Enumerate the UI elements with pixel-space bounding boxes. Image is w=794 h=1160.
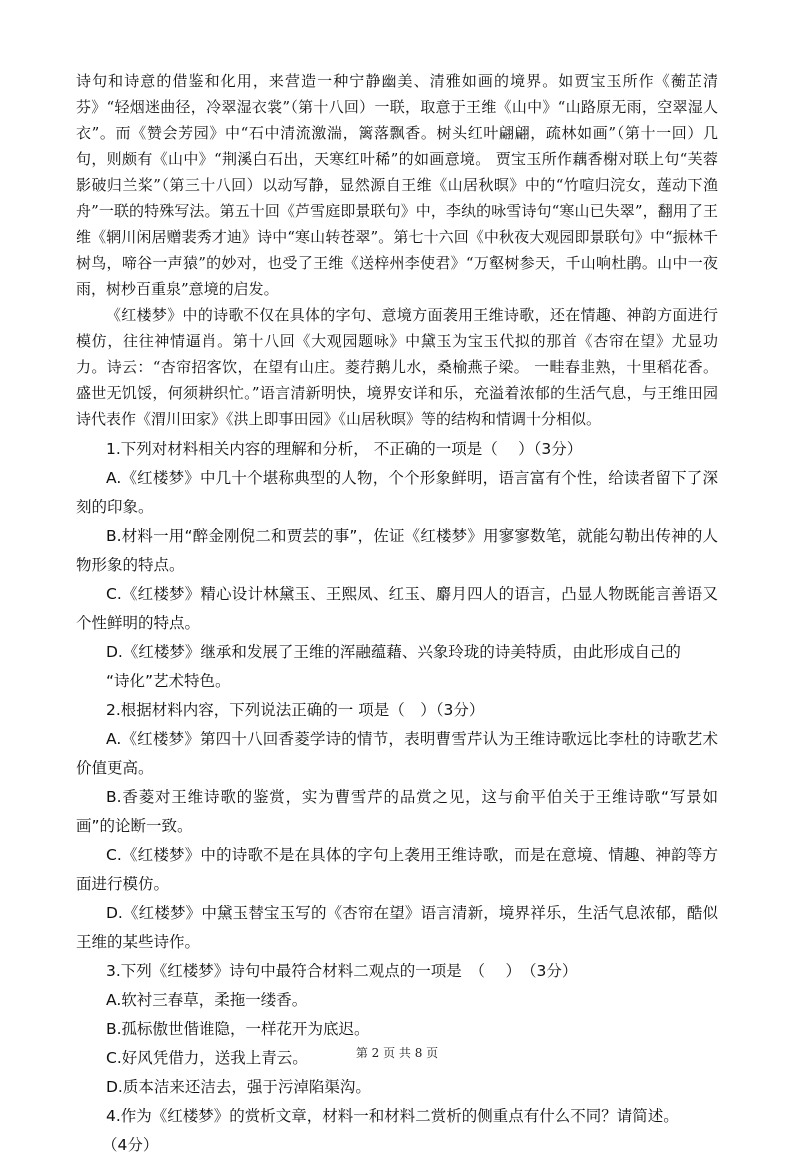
question-1-stem: 1.下列对材料相关内容的理解和分析， 不正确的一项是（ ）（3分） (106, 440, 583, 458)
question-1-option-d: D.《红楼梦》继承和发展了王维的浑融蕴藉、兴象玲珑的诗美特质，由此形成自己的 (106, 643, 681, 661)
question-2-option-d: D.《红楼梦》中黛玉替宝玉写的《杏帘在望》语言清新，境界祥乐，生活气息浓郁，酷似王维的某些诗作。 (76, 904, 718, 951)
question-3-option-a: A.软衬三春草，柔拖一缕香。 (106, 991, 308, 1009)
question-3 (76, 957, 718, 1102)
passage-paragraph-2: 《红楼梦》中的诗歌不仅在具体的字句、意境方面袭用王维诗歌，还在情趣、神韵方面进行模仿，往往神情逼肖。第十八回《大观园题咏》中黛玉为宝玉代拟的那首《杏帘在望》尤显功力。诗云：“杏帘招客饮，在望有山庄。菱荇鹅儿水，桑榆燕子梁。 一畦春韭熟，十里稻花香。盛世无饥馁，何须耕织忙。”语言清新明快，境界安详和乐，充溢着浓郁的生活气息，与王维田园诗代表作《渭川田家》《洪上即事田园》《山居秋暝》等的结构和情调十分相似。 (76, 306, 718, 428)
question-1-option-b: B.材料一用“醉金刚倪二和贾芸的事”，佐证《红楼梦》用寥寥数笔，就能勾勒出传神的人物形象的特点。 (76, 527, 718, 574)
question-4-score: （4分） (102, 1136, 159, 1154)
passage-paragraph-1: 诗句和诗意的借鉴和化用，来营造一种宁静幽美、清雅如画的境界。如贾宝玉所作《蘅芷清芬》“轻烟迷曲径，冷翠湿衣裳”（第十八回）一联，取意于王维《山中》“山路原无雨，空翠湿人衣”。而《赞会芳园》中“石中清流激湍，篱落飘香。树头红叶翩翩，疏林如画”（第十一回）几句，则颇有《山中》“荆溪白石出，天寒红叶稀”的如画意境。 贾宝玉所作藕香榭对联上句“芙蓉影破归兰桨”（第三十八回）以动写静，显然源自王维《山居秋暝》中的“竹喧归浣女，莲动下渔舟”一联的特殊写法。第五十回《芦雪庭即景联句》中，李纨的咏雪诗句“寒山已失翠”，翻用了王维《辋川闲居赠裴秀才迪》诗中“寒山转苍翠”。第七十六回《中秋夜大观园即景联句》中“振林千树鸟，啼谷一声猿”的妙对，也受了王维《送梓州李使君》“万壑树参天，千山响杜鹃。山中一夜雨，树杪百重泉”意境的启发。 (76, 72, 718, 298)
question-2 (76, 696, 718, 957)
question-3-option-d: D.质本洁来还洁去，强于污淖陷渠沟。 (106, 1078, 371, 1096)
page-number-footer: 第 2 页 共 8 页 (355, 1046, 439, 1060)
question-2-option-c: C.《红楼梦》中的诗歌不是在具体的字句上袭用王维诗歌，而是在意境、情趣、神韵等方面进行模仿。 (76, 846, 718, 893)
question-4-stem: 4.作为《红楼梦》的赏析文章，材料一和材料二赏析的侧重点有什么不同？请简述。 (106, 1107, 679, 1125)
question-4 (76, 1102, 718, 1160)
question-1 (76, 435, 718, 696)
question-1-option-a: A.《红楼梦》中几十个堪称典型的人物，个个形象鲜明，语言富有个性，给读者留下了深刻的印象。 (76, 469, 718, 516)
question-1-option-d-continued: “诗化”艺术特色。 (106, 672, 231, 690)
question-3-stem: 3.下列《红楼梦》诗句中最符合材料二观点的一项是 （ ） （3分） (106, 962, 578, 980)
question-3-option-b: B.孤标傲世偕谁隐，一样花开为底迟。 (106, 1020, 370, 1038)
question-2-option-b: B.香菱对王维诗歌的鉴赏，实为曹雪芹的品赏之见，这与俞平伯关于王维诗歌“写景如画”的论断一致。 (76, 788, 718, 835)
question-2-stem: 2.根据材料内容，下列说法正确的一 项是（ ）（3分） (106, 701, 485, 719)
question-2-option-a: A.《红楼梦》第四十八回香菱学诗的情节，表明曹雪芹认为王维诗歌远比李杜的诗歌艺术价值更高。 (76, 730, 718, 777)
question-1-option-c: C.《红楼梦》精心设计林黛玉、王熙凤、红玉、麝月四人的语言，凸显人物既能言善语又个性鲜明的特点。 (76, 585, 718, 632)
question-3-option-c: C.好风凭借力，送我上青云。 (106, 1049, 308, 1067)
